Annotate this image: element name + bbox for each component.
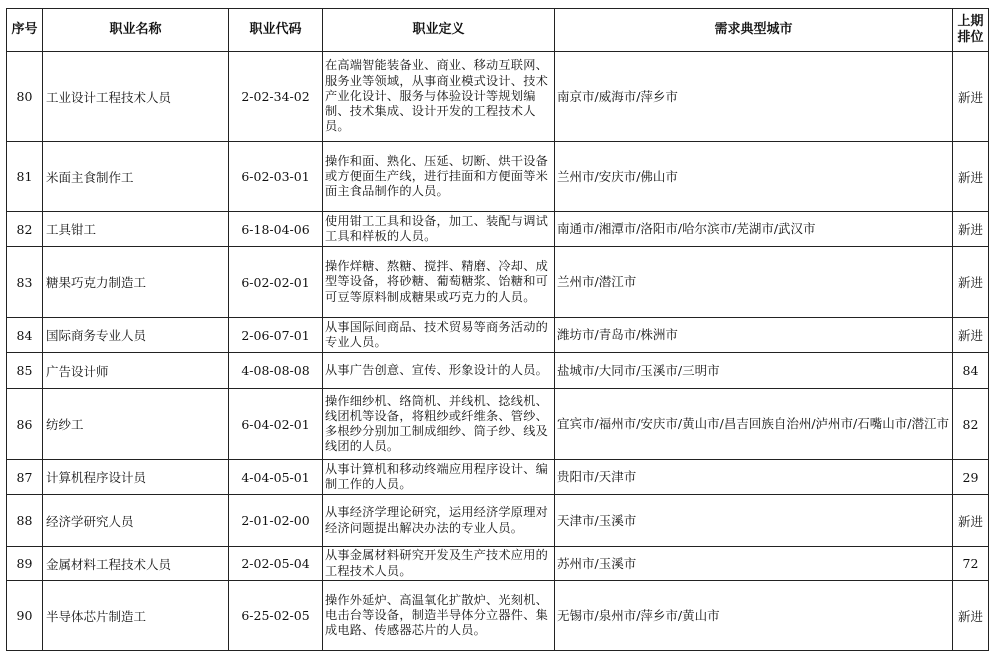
cell-cities: 兰州市/安庆市/佛山市 (555, 142, 953, 212)
cell-no: 81 (7, 142, 43, 212)
cell-code: 6-18-04-06 (229, 212, 323, 247)
table-row (7, 142, 989, 212)
cell-definition: 从事国际间商品、技术贸易等商务活动的专业人员。 (323, 318, 555, 353)
cell-definition: 操作烊糖、熬糖、搅拌、精磨、冷却、成型等设备，将砂糖、葡萄糖浆、饴糖和可可豆等原料制成糖果或巧克力的人员。 (323, 247, 555, 318)
cell-prev-rank: 新进 (953, 247, 989, 318)
cell-definition: 操作外延炉、高温氧化扩散炉、光刻机、电击台等设备，制造半导体分立器件、集成电路、传感器芯片的人员。 (323, 581, 555, 651)
table-row (7, 212, 989, 247)
header-no: 序号 (7, 9, 43, 52)
table-header-row (7, 9, 989, 52)
cell-prev-rank: 新进 (953, 581, 989, 651)
cell-cities: 南京市/威海市/萍乡市 (555, 52, 953, 142)
cell-no: 90 (7, 581, 43, 651)
cell-name: 计算机程序设计员 (43, 460, 229, 495)
cell-definition: 从事广告创意、宣传、形象设计的人员。 (323, 353, 555, 389)
table-row (7, 495, 989, 547)
table-row (7, 353, 989, 389)
cell-prev-rank: 新进 (953, 212, 989, 247)
cell-prev-rank: 新进 (953, 142, 989, 212)
cell-cities: 苏州市/玉溪市 (555, 547, 953, 581)
header-cities: 需求典型城市 (555, 9, 953, 52)
cell-definition: 操作和面、熟化、压延、切断、烘干设备或方便面生产线，进行挂面和方便面等米面主食品制作的人员。 (323, 142, 555, 212)
cell-cities: 南通市/湘潭市/洛阳市/哈尔滨市/芜湖市/武汉市 (555, 212, 953, 247)
cell-definition: 从事计算机和移动终端应用程序设计、编制工作的人员。 (323, 460, 555, 495)
cell-code: 6-04-02-01 (229, 389, 323, 460)
cell-cities: 潍坊市/青岛市/株洲市 (555, 318, 953, 353)
cell-code: 2-06-07-01 (229, 318, 323, 353)
cell-cities: 无锡市/泉州市/萍乡市/黄山市 (555, 581, 953, 651)
occupation-table (6, 8, 989, 651)
header-name: 职业名称 (43, 9, 229, 52)
cell-code: 6-25-02-05 (229, 581, 323, 651)
cell-name: 纺纱工 (43, 389, 229, 460)
cell-no: 84 (7, 318, 43, 353)
cell-name: 广告设计师 (43, 353, 229, 389)
cell-no: 85 (7, 353, 43, 389)
cell-definition: 操作细纱机、络筒机、并线机、捻线机、线团机等设备，将粗纱或纤维条、管纱、多根纱分别加工制成细纱、筒子纱、线及线团的人员。 (323, 389, 555, 460)
cell-name: 半导体芯片制造工 (43, 581, 229, 651)
cell-prev-rank: 29 (953, 460, 989, 495)
cell-prev-rank: 新进 (953, 318, 989, 353)
cell-prev-rank: 82 (953, 389, 989, 460)
cell-name: 金属材料工程技术人员 (43, 547, 229, 581)
cell-name: 经济学研究人员 (43, 495, 229, 547)
cell-name: 工具钳工 (43, 212, 229, 247)
table-row (7, 318, 989, 353)
table-row (7, 581, 989, 651)
occupation-table-container (6, 8, 988, 651)
cell-code: 6-02-03-01 (229, 142, 323, 212)
cell-cities: 宜宾市/福州市/安庆市/黄山市/昌吉回族自治州/泸州市/石嘴山市/潜江市 (555, 389, 953, 460)
header-definition: 职业定义 (323, 9, 555, 52)
cell-definition: 在高端智能装备业、商业、移动互联网、服务业等领域，从事商业模式设计、技术产业化设计、服务与体验设计等规划编制、技术集成、设计开发的工程技术人员。 (323, 52, 555, 142)
table-row (7, 247, 989, 318)
cell-definition: 从事经济学理论研究，运用经济学原理对经济问题提出解决办法的专业人员。 (323, 495, 555, 547)
cell-code: 6-02-02-01 (229, 247, 323, 318)
cell-code: 4-08-08-08 (229, 353, 323, 389)
cell-definition: 使用钳工工具和设备，加工、装配与调试工具和样板的人员。 (323, 212, 555, 247)
cell-prev-rank: 新进 (953, 495, 989, 547)
table-row (7, 389, 989, 460)
cell-name: 米面主食制作工 (43, 142, 229, 212)
cell-no: 80 (7, 52, 43, 142)
cell-code: 2-02-05-04 (229, 547, 323, 581)
cell-code: 2-01-02-00 (229, 495, 323, 547)
cell-no: 82 (7, 212, 43, 247)
cell-definition: 从事金属材料研究开发及生产技术应用的工程技术人员。 (323, 547, 555, 581)
cell-name: 工业设计工程技术人员 (43, 52, 229, 142)
cell-no: 88 (7, 495, 43, 547)
cell-prev-rank: 84 (953, 353, 989, 389)
cell-cities: 贵阳市/天津市 (555, 460, 953, 495)
cell-code: 2-02-34-02 (229, 52, 323, 142)
header-prev-rank: 上期排位 (953, 9, 989, 52)
table-row (7, 460, 989, 495)
cell-prev-rank: 72 (953, 547, 989, 581)
cell-prev-rank: 新进 (953, 52, 989, 142)
table-row (7, 547, 989, 581)
table-row (7, 52, 989, 142)
cell-no: 86 (7, 389, 43, 460)
cell-name: 糖果巧克力制造工 (43, 247, 229, 318)
cell-no: 89 (7, 547, 43, 581)
header-code: 职业代码 (229, 9, 323, 52)
cell-cities: 天津市/玉溪市 (555, 495, 953, 547)
cell-code: 4-04-05-01 (229, 460, 323, 495)
cell-cities: 盐城市/大同市/玉溪市/三明市 (555, 353, 953, 389)
cell-no: 87 (7, 460, 43, 495)
cell-name: 国际商务专业人员 (43, 318, 229, 353)
cell-cities: 兰州市/潜江市 (555, 247, 953, 318)
cell-no: 83 (7, 247, 43, 318)
